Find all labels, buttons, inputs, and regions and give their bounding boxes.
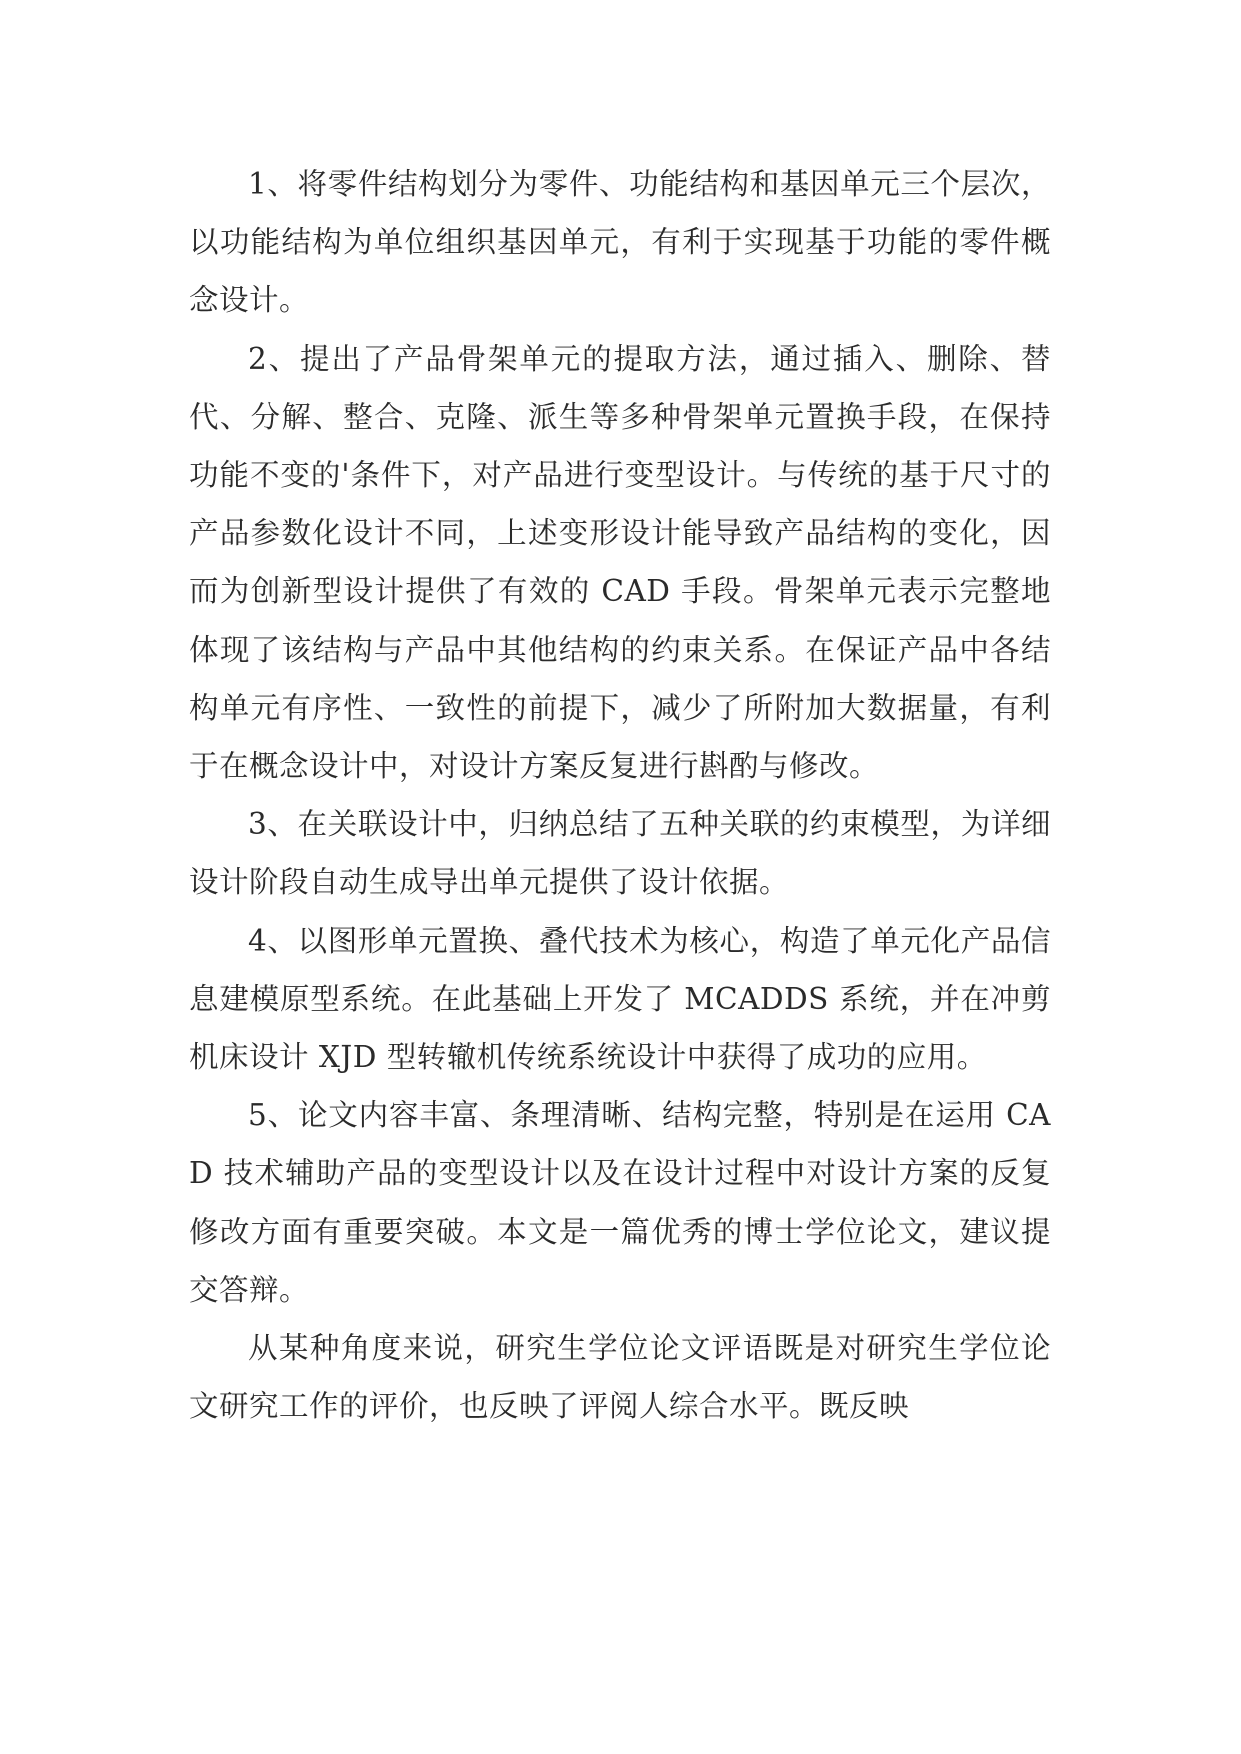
paragraph-item-5: 5、论文内容丰富、条理清晰、结构完整，特别是在运用 CAD 技术辅助产品的变型设计以及在设计过程中对设计方案的反复修改方面有重要突破。本文是一篇优秀的博士学位论文，建议提交答辩。 xyxy=(189,1098,1051,1307)
paragraph-item-1: 1、将零件结构划分为零件、功能结构和基因单元三个层次，以功能结构为单位组织基因单元，有利于实现基于功能的零件概念设计。 xyxy=(189,167,1051,318)
document-body xyxy=(189,155,1051,1435)
paragraph-item-2: 2、提出了产品骨架单元的提取方法，通过插入、删除、替代、分解、整合、克隆、派生等多种骨架单元置换手段，在保持功能不变的'条件下，对产品进行变型设计。与传统的基于尺寸的产品参数化设计不同，上述变形设计能导致产品结构的变化，因而为创新型设计提供了有效的 CAD 手段。骨架单元表示完整地体现了该结构与产品中其他结构的约束关系。在保证产品中各结构单元有序性、一致性的前提下，减少了所附加大数据量，有利于在概念设计中，对设计方案反复进行斟酌与修改。 xyxy=(189,341,1051,784)
paragraph-item-4: 4、以图形单元置换、叠代技术为核心，构造了单元化产品信息建模原型系统。在此基础上开发了 MCADDS 系统，并在冲剪机床设计 XJD 型转辙机传统系统设计中获得了成功的应用。 xyxy=(189,923,1051,1075)
paragraph-closing: 从某种角度来说，研究生学位论文评语既是对研究生学位论文研究工作的评价，也反映了评阅人综合水平。既反映 xyxy=(189,1331,1051,1424)
paragraph-item-3: 3、在关联设计中，归纳总结了五种关联的约束模型，为详细设计阶段自动生成导出单元提供了设计依据。 xyxy=(189,807,1051,900)
